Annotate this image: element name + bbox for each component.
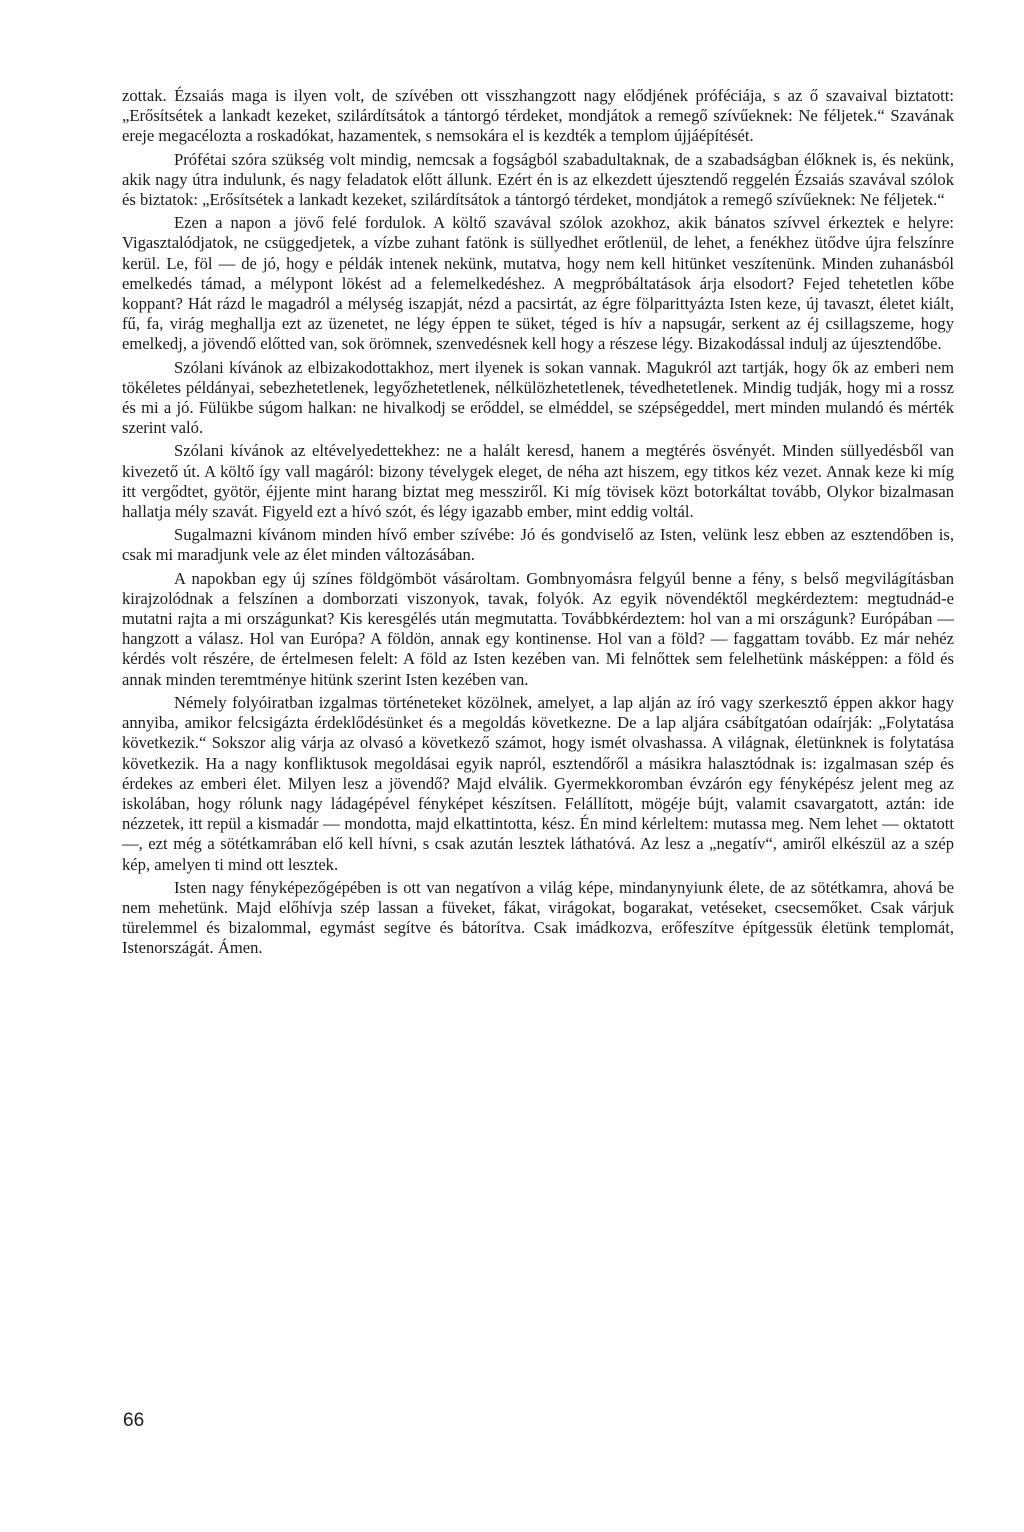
page-number: 66 [123, 1410, 145, 1431]
paragraph-7: A napokban egy új színes földgömböt vásároltam. Gombnyomásra felgyúl benne a fény, s belső megvilágításban kirajzolódnak a felszínen a domborzati viszonyok, tavak, folyók. Az egyik növendéktől megkérdeztem: megtudnád-e mutatni rajta a mi országunkat? Kis keresgélés után megmutatta. Továbbkérdeztem: hol van a mi országunk? Európában — hangzott a válasz. Hol van Európa? A földön, annak egy kontinense. Hol van a föld? — faggattam tovább. Ez már nehéz kérdés volt részére, de értelmesen felelt: A föld az Isten kezében van. Mi felnőttek sem felelhetünk másképpen: a föld és annak minden teremtménye hitünk szerint Isten kezében van. [122, 568, 954, 689]
paragraph-5: Szólani kívánok az eltévelyedettekhez: ne a halált keresd, hanem a megtérés ösvényét. Minden süllyedésből van kivezető út. A költő így vall magáról: bizony tévelygek eleget, de néha azt hiszem, egy titkos kéz vezet. Annak keze ki míg itt vergődtet, gyötör, éjjente mint harang biztat meg messziről. Ki míg tövisek közt botorkáltat tovább, Olykor bizalmasan hallatja mély szavát. Figyeld ezt a hívó szót, és légy igazabb ember, mint eddig voltál. [122, 441, 954, 522]
paragraph-8: Némely folyóiratban izgalmas történeteket közölnek, amelyet, a lap alján az író vagy szerkesztő éppen akkor hagy annyiba, amikor felcsigázta érdeklődésünket és a megoldás következne. De a lap aljára csábítgatóan odaírják: „Folytatása következik.“ Sokszor alig várja az olvasó a következő számot, hogy ismét olvashassa. A világnak, életünknek is folytatása következik. Ha a nagy konfliktusok megoldásai egyik napról, esztendőről a másikra halasztódnak is: izgalmasan szép és érdekes az emberi élet. Milyen lesz a jövendő? Majd elválik. Gyermekkoromban évzárón egy fényképész jelent meg az iskolában, hogy rólunk nagy ládagépével fényképet készítsen. Felállított, mögéje bújt, valamit csavargatott, aztán: ide nézzetek, itt repül a kismadár — mondotta, majd elkattintotta, kész. Én mind kérleltem: mutassa meg. Nem lehet — oktatott —, ezt még a sötétkamrában elő kell hívni, s csak azután lesztek láthatóvá. Az lesz a „negatív“, amiről elkészül az a szép kép, amelyen ti mind ott lesztek. [122, 692, 954, 874]
paragraph-2: Prófétai szóra szükség volt mindig, nemcsak a fogságból szabadultaknak, de a szabadságban élőknek is, és nekünk, akik nagy útra indulunk, és nagy feladatok előtt állunk. Ezért én is az elkezdett újesztendő reggelén Ézsaiás szavával szólok és biztatok: „Erősítsétek a lankadt kezeket, szilárdítsátok a tántorgó térdeket, mondjátok a remegő szívűeknek: Ne féljetek.“ [122, 149, 954, 210]
paragraph-1: zottak. Ézsaiás maga is ilyen volt, de szívében ott visszhangzott nagy elődjének próféciája, s az ő szavaival biztatott: „Erősítsétek a lankadt kezeket, szilárdítsátok a tántorgó térdeket, mondjátok a remegő szívűeknek: Ne féljetek.“ Szavának ereje megacélozta a roskadókat, hazamentek, s nemsokára el is kezdték a templom újjáépítését. [122, 86, 954, 146]
paragraph-6: Sugalmazni kívánom minden hívő ember szívébe: Jó és gondviselő az Isten, velünk lesz ebben az esztendőben is, csak mi maradjunk vele az élet minden változásában. [122, 525, 954, 565]
paragraph-4: Szólani kívánok az elbizakodottakhoz, mert ilyenek is sokan vannak. Magukról azt tartják, hogy ők az emberi nem tökéletes példányai, sebezhetetlenek, legyőzhetetlenek, nélkülözhetetlenek, tévedhetetlenek. Mindig tudják, hogy mi a rossz és mi a jó. Fülükbe súgom halkan: ne hivalkodj se erőddel, se elméddel, se szépségeddel, mert minden mulandó és mérték szerint való. [122, 357, 954, 438]
document-page [122, 86, 954, 962]
paragraph-3: Ezen a napon a jövő felé fordulok. A költő szavával szólok azokhoz, akik bánatos szívvel érkeztek e helyre: Vigasztalódjatok, ne csüggedjetek, a vízbe zuhant fatönk is süllyedhet erőtlenül, de lehet, a fenékhez ütődve újra felszínre kerül. Le, föl — de jó, hogy e példák intenek nekünk, mutatva, hogy nem kell hitünket veszítenünk. Minden zuhanásból emelkedés támad, a mélypont lökést ad a felemelkedéshez. A megpróbáltatások árja elsodort? Fejed tehetetlen kőbe koppant? Hát rázd le magadról a mélység iszapját, nézd a pacsirtát, az égre fölparittyázta Isten keze, új tavaszt, életet kiált, fű, fa, virág meghallja ezt az üzenetet, ne légy éppen te süket, téged is hív a napsugár, serkent az éj csillagszeme, hogy emelkedj, a jövendő előtted van, sok örömnek, szenvedésnek kell hogy a részese légy. Bizakodással indulj az újesztendőbe. [122, 213, 954, 354]
paragraph-9: Isten nagy fényképezőgépében is ott van negatívon a világ képe, mindanynyiunk élete, de az sötétkamra, ahová be nem mehetünk. Majd előhívja szép lassan a füveket, fákat, virágokat, bogarakat, vetéseket, csecsemőket. Csak várjuk türelemmel és bizalommal, egymást segítve és bátorítva. Csak imádkozva, erőfeszítve építgessük életünk templomát, Istenországát. Ámen. [122, 877, 954, 958]
